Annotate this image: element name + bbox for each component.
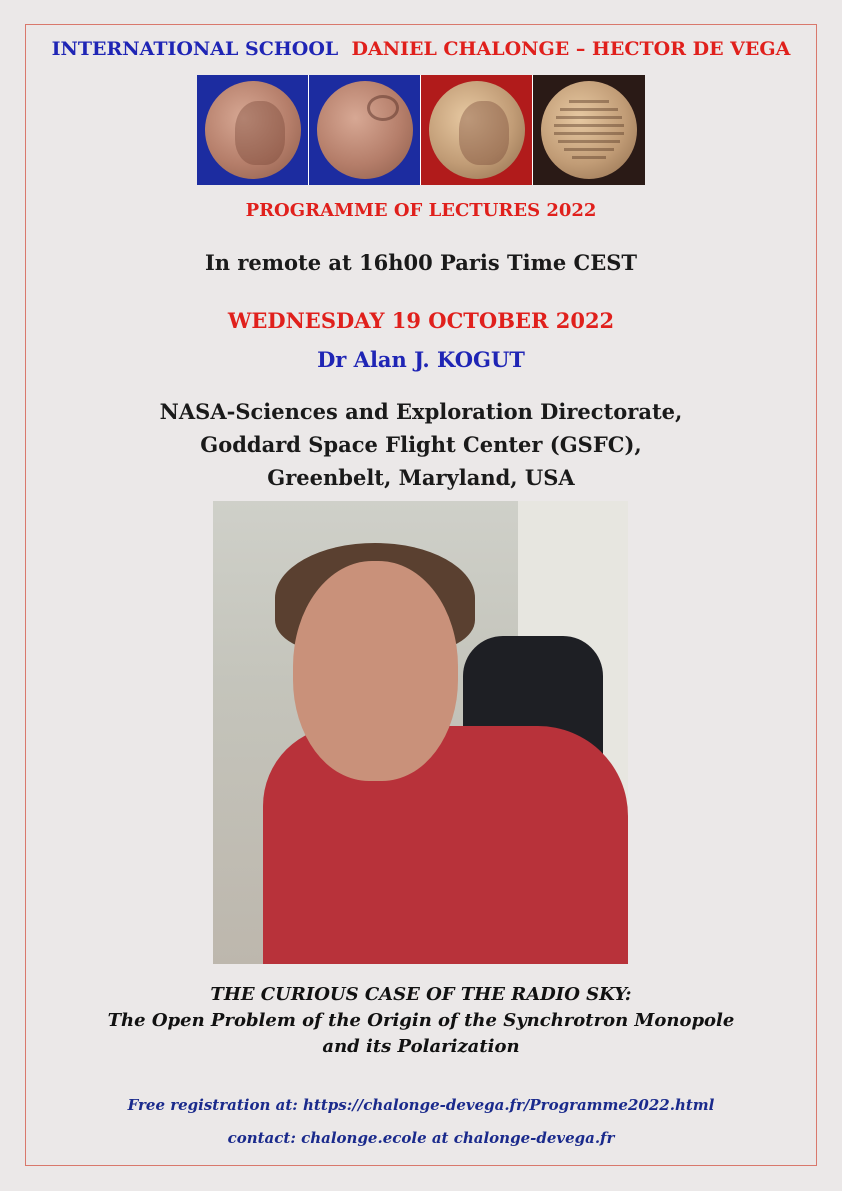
talk-subtitle: and its Polarization	[322, 1036, 520, 1057]
remote-time: In remote at 16h00 Paris Time CEST	[204, 250, 638, 275]
speaker-affiliation	[0, 395, 842, 494]
speaker-name: Dr Alan J. KOGUT	[317, 347, 525, 372]
contact-email[interactable]: contact: chalonge.ecole at chalonge-devega.fr	[227, 1129, 615, 1147]
medal-reverse-inscription	[533, 75, 645, 185]
talk-subtitle: The Open Problem of the Origin of the Synchrotron Monopole	[107, 1010, 735, 1031]
talk-title: THE CURIOUS CASE OF THE RADIO SKY:	[210, 984, 632, 1005]
lecture-date: WEDNESDAY 19 OCTOBER 2022	[227, 308, 615, 333]
medals-banner	[197, 75, 645, 185]
talk-title-block	[0, 982, 842, 1060]
registration-link[interactable]: Free registration at: https://chalonge-devega.fr/Programme2022.html	[127, 1096, 715, 1114]
affiliation-line: NASA-Sciences and Exploration Directorate,	[159, 399, 683, 424]
affiliation-line: Greenbelt, Maryland, USA	[267, 465, 575, 490]
programme-title: PROGRAMME OF LECTURES 2022	[245, 200, 597, 221]
medal-portrait-chalonge	[197, 75, 309, 185]
affiliation-line: Goddard Space Flight Center (GSFC),	[200, 432, 642, 457]
school-names: DANIEL CHALONGE – HECTOR DE VEGA	[351, 38, 791, 60]
page-header	[0, 38, 842, 60]
medal-reverse-moon	[309, 75, 421, 185]
school-label: INTERNATIONAL SCHOOL	[51, 38, 339, 60]
speaker-photo	[213, 501, 628, 964]
medal-portrait-devega	[421, 75, 533, 185]
